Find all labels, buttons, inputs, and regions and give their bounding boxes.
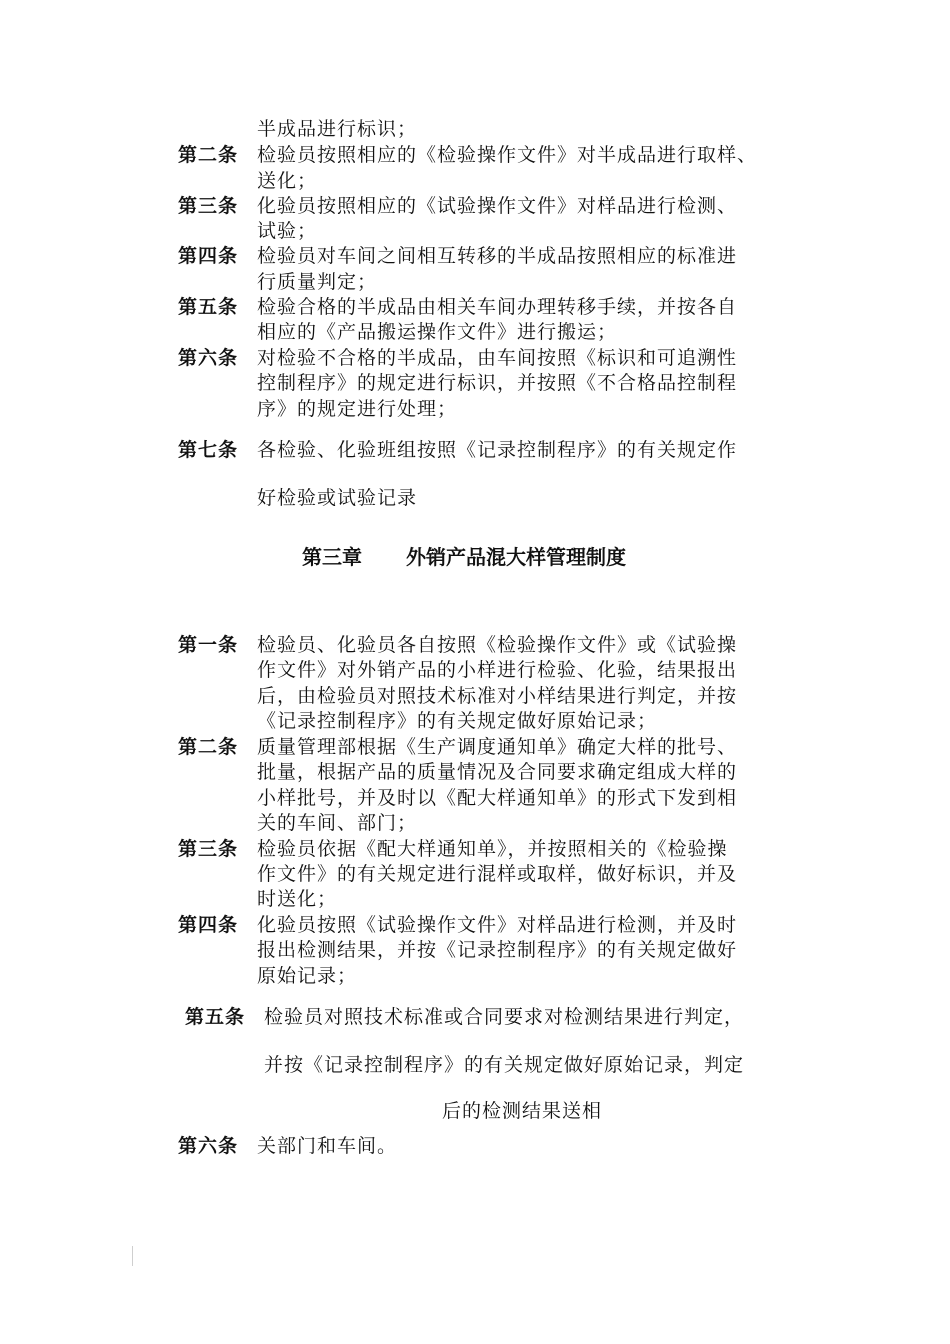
article-line: 时送化；: [257, 888, 338, 910]
article-label: 第一条: [178, 634, 239, 656]
article-line: 序》的规定进行处理；: [257, 398, 458, 420]
article-label: 第三条: [178, 195, 239, 217]
article-line: 检验员对照技术标准或合同要求对检测结果进行判定，: [264, 1006, 745, 1028]
article-line: 化验员按照《试验操作文件》对样品进行检测，并及时: [257, 914, 738, 936]
chapter-heading: [302, 543, 626, 571]
article-line: 质量管理部根据《生产调度通知单》确定大样的批号、: [257, 736, 738, 758]
article-line: 《记录控制程序》的有关规定做好原始记录；: [257, 710, 658, 732]
article-line: 半成品进行标识；: [257, 118, 418, 140]
article-line: 化验员按照相应的《试验操作文件》对样品进行检测、: [257, 195, 738, 217]
article-label: 第二条: [178, 736, 239, 758]
article-line: 批量，根据产品的质量情况及合同要求确定组成大样的: [257, 761, 738, 783]
article-line: 对检验不合格的半成品，由车间按照《标识和可追溯性: [257, 347, 738, 369]
article-line: 试验；: [257, 220, 318, 242]
article-line: 控制程序》的规定进行标识，并按照《不合格品控制程: [257, 372, 738, 394]
article-line: 后的检测结果送相: [442, 1100, 603, 1122]
article-line: 检验员按照相应的《检验操作文件》对半成品进行取样、: [257, 144, 758, 166]
chapter-title: 外销产品混大样管理制度: [406, 545, 626, 569]
article-line: 检验员、化验员各自按照《检验操作文件》或《试验操: [257, 634, 738, 656]
chapter-number: 第三章: [302, 545, 362, 569]
article-line: 后，由检验员对照技术标准对小样结果进行判定，并按: [257, 685, 738, 707]
article-label: 第七条: [178, 439, 239, 461]
article-line: 检验员依据《配大样通知单》，并按照相关的《检验操: [257, 838, 728, 860]
article-line: 行质量判定；: [257, 271, 378, 293]
article-label: 第六条: [178, 1135, 239, 1157]
article-label: 第四条: [178, 245, 239, 267]
article-line: 关部门和车间。: [257, 1135, 398, 1157]
article-line: 原始记录；: [257, 965, 358, 987]
article-line: 检验员对车间之间相互转移的半成品按照相应的标准进: [257, 245, 738, 267]
article-label: 第六条: [178, 347, 239, 369]
article-line: 送化；: [257, 170, 318, 192]
article-line: 作文件》对外销产品的小样进行检验、化验，结果报出: [257, 659, 738, 681]
article-line: 关的车间、部门；: [257, 812, 418, 834]
article-line: 检验合格的半成品由相关车间办理转移手续，并按各自: [257, 296, 738, 318]
article-label: 第四条: [178, 914, 239, 936]
article-label: 第五条: [185, 1006, 246, 1028]
article-label: 第三条: [178, 838, 239, 860]
article-line: 作文件》的有关规定进行混样或取样，做好标识，并及: [257, 863, 738, 885]
article-line: 相应的《产品搬运操作文件》进行搬运；: [257, 321, 618, 343]
article-line: 并按《记录控制程序》的有关规定做好原始记录，判定: [264, 1054, 745, 1076]
article-line: 报出检测结果，并按《记录控制程序》的有关规定做好: [257, 939, 738, 961]
margin-mark: [132, 1246, 133, 1266]
article-label: 第五条: [178, 296, 239, 318]
article-label: 第二条: [178, 144, 239, 166]
article-line: 好检验或试验记录: [257, 487, 418, 509]
article-line: 小样批号，并及时以《配大样通知单》的形式下发到相: [257, 787, 738, 809]
article-line: 各检验、化验班组按照《记录控制程序》的有关规定作: [257, 439, 738, 461]
